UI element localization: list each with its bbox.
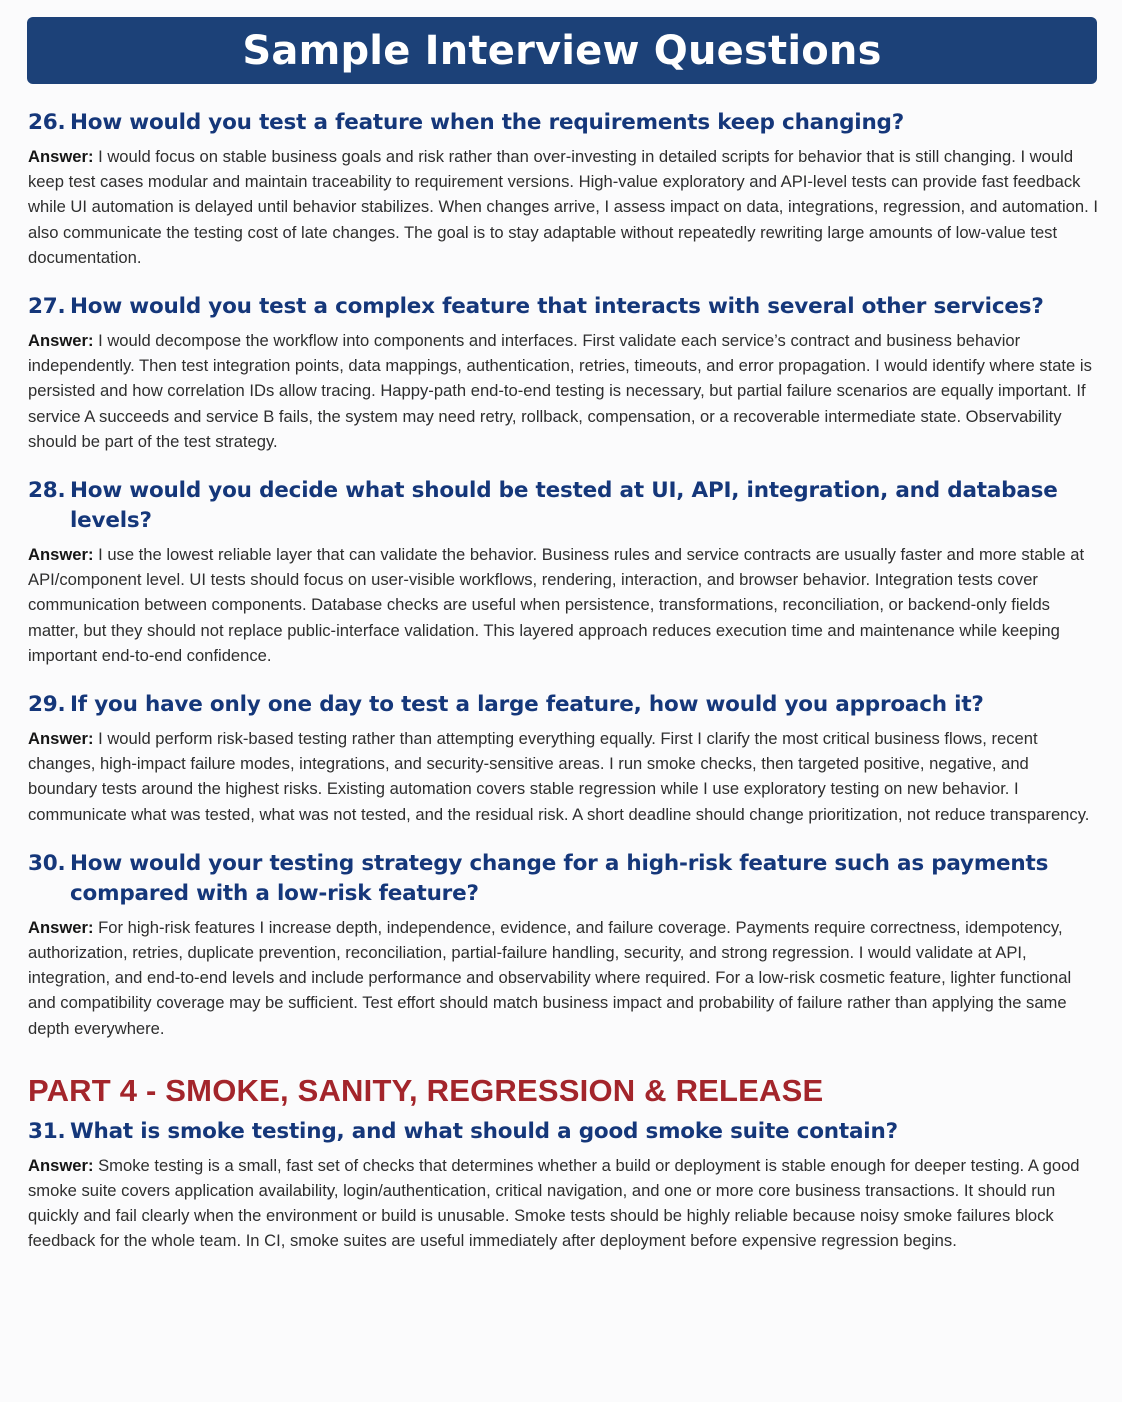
- question-text: How would you test a feature when the requirements keep changing?: [70, 110, 905, 135]
- question-29: [28, 690, 1100, 827]
- part-heading: PART 4 - SMOKE, SANITY, REGRESSION & RELEASE: [28, 1072, 824, 1108]
- question-number: 29.: [28, 692, 66, 718]
- question-number: 31.: [28, 1118, 66, 1144]
- answer-paragraph: [28, 144, 1100, 270]
- question-31: [28, 1117, 1100, 1254]
- title-banner: [27, 17, 1097, 84]
- answer-text: I would perform risk-based testing rather than attempting everything equally. First I clarify the most critical business flows, recent changes, high-impact failure modes, integrations, and security-sensitive areas. I run smoke checks, then targeted positive, negative, and boundary tests around the highest risks. Existing automation covers stable regression while I use exploratory testing on new behavior. I communicate what was tested, what was not tested, and the residual risk. A short deadline should change prioritization, not reduce transparency.: [28, 729, 1090, 824]
- answer-text: I use the lowest reliable layer that can validate the behavior. Business rules and service contracts are usually faster and more stable at API/component level. UI tests should focus on user-visible workflows, rendering, interaction, and browser behavior. Integration tests cover communication between components. Database checks are useful when persistence, transformations, reconciliation, or backend-only fields matter, but they should not replace public-interface validation. This layered approach reduces execution time and maintenance while keeping important end-to-end confidence.: [28, 545, 1085, 665]
- question-text: How would your testing strategy change for a high-risk feature such as payments compared with a low-risk feature?: [70, 850, 1049, 906]
- question-number: 28.: [28, 478, 66, 504]
- question-text: How would you test a complex feature that interacts with several other services?: [70, 294, 1044, 320]
- answer-paragraph: [28, 726, 1100, 827]
- answer-label: Answer:: [28, 545, 94, 565]
- question-27: [28, 292, 1100, 454]
- answer-paragraph: [28, 542, 1100, 668]
- question-heading: [28, 849, 1100, 909]
- question-30: [28, 849, 1100, 1041]
- question-28: [28, 476, 1100, 668]
- answer-paragraph: [28, 328, 1100, 454]
- question-text: How would you decide what should be tested at UI, API, integration, and database levels?: [70, 478, 1058, 534]
- question-26: [28, 108, 1100, 270]
- answer-text: For high-risk features I increase depth, independence, evidence, and failure coverage. Payments require correctness, idempotency, authorization, retries, duplicate prevention, reconciliation, partial-failure handling, security, and strong regression. I would validate at API, integration, and end-to-end levels and include performance and observability where required. For a low-risk cosmetic feature, lighter functional and compatibility coverage may be sufficient. Test effort should match business impact and probability of failure rather than applying the same depth everywhere.: [28, 917, 1072, 1038]
- answer-label: Answer:: [28, 331, 94, 351]
- answer-text: I would decompose the workflow into components and interfaces. First validate each service’s contract and business behavior independently. Then test integration points, data mappings, authentication, retries, timeouts, and error propagation. I would identify where state is persisted and how correlation IDs allow tracing. Happy-path end-to-end testing is necessary, but partial failure scenarios are equally important. If service A succeeds and service B fails, the system may need retry, rollback, compensation, or a recoverable intermediate state. Observability should be part of the test strategy.: [28, 331, 1092, 451]
- page-title: Sample Interview Questions: [242, 27, 882, 74]
- question-heading: [28, 476, 1100, 536]
- document-body: [28, 108, 1100, 1254]
- question-number: 26.: [28, 110, 66, 135]
- question-heading: [28, 108, 1100, 138]
- answer-label: Answer:: [28, 147, 94, 166]
- answer-paragraph: [28, 1153, 1100, 1254]
- question-number: 27.: [28, 294, 66, 320]
- answer-paragraph: [28, 915, 1100, 1041]
- answer-label: Answer:: [28, 729, 94, 749]
- answer-text: I would focus on stable business goals and risk rather than over-investing in detailed scripts for behavior that is still changing. I would keep test cases modular and maintain traceability to requirement versions. High-value exploratory and API-level tests can provide fast feedback while UI automation is delayed until behavior stabilizes. When changes arrive, I assess impact on data, integrations, regression, and automation. I also communicate the testing cost of late changes. The goal is to stay adaptable without repeatedly rewriting large amounts of low-value test documentation.: [28, 147, 1098, 267]
- answer-label: Answer:: [28, 917, 94, 937]
- question-heading: [28, 690, 1100, 720]
- question-number: 30.: [28, 850, 66, 876]
- answer-label: Answer:: [28, 1155, 94, 1175]
- question-heading: [28, 292, 1100, 322]
- question-text: What is smoke testing, and what should a good smoke suite contain?: [70, 1118, 898, 1144]
- question-text: If you have only one day to test a large feature, how would you approach it?: [70, 692, 984, 718]
- answer-text: Smoke testing is a small, fast set of checks that determines whether a build or deployment is stable enough for deeper testing. A good smoke suite covers application availability, login/authentication, critical navigation, and one or more core business transactions. It should run quickly and fail clearly when the environment or build is unusable. Smoke tests should be highly reliable because noisy smoke failures block feedback for the whole team. In CI, smoke suites are useful immediately after deployment before expensive regression begins.: [28, 1155, 1080, 1251]
- question-heading: [28, 1117, 1100, 1147]
